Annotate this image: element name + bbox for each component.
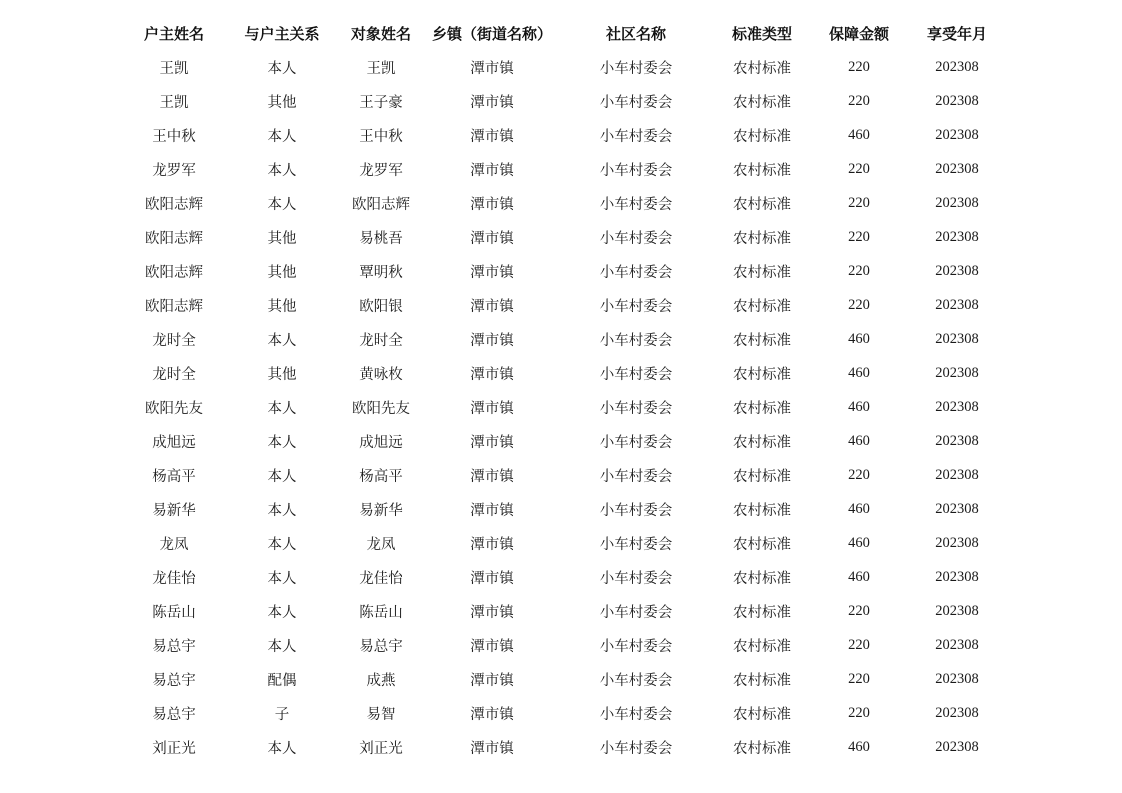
- cell-standard-type: 农村标准: [733, 332, 791, 349]
- cell-recipient-name: 成燕: [366, 672, 396, 689]
- cell-community: 小车村委会: [599, 434, 673, 451]
- table-row: [120, 50, 1006, 84]
- cell-amount: 460: [848, 534, 870, 551]
- cell-month: 202308: [935, 228, 979, 245]
- cell-community: 小车村委会: [599, 264, 673, 281]
- cell-township: 潭市镇: [470, 468, 514, 485]
- table-row: [120, 390, 1006, 424]
- cell-household-head-name: 欧阳先友: [145, 400, 203, 417]
- cell-recipient-name: 王中秋: [359, 128, 403, 145]
- cell-relationship: 本人: [267, 332, 297, 349]
- table-row: [120, 322, 1006, 356]
- table-row: [120, 696, 1006, 730]
- cell-household-head-name: 王凯: [159, 60, 189, 77]
- cell-community: 小车村委会: [599, 468, 673, 485]
- cell-recipient-name: 欧阳先友: [352, 400, 410, 417]
- cell-month: 202308: [935, 92, 979, 109]
- cell-township: 潭市镇: [470, 366, 514, 383]
- cell-recipient-name: 欧阳银: [359, 298, 403, 315]
- cell-month: 202308: [935, 704, 979, 721]
- cell-township: 潭市镇: [470, 196, 514, 213]
- cell-household-head-name: 易总宇: [152, 706, 196, 723]
- cell-relationship: 其他: [267, 264, 297, 281]
- cell-amount: 220: [848, 670, 870, 687]
- table-row: [120, 424, 1006, 458]
- assistance-roster-table: [120, 16, 1006, 764]
- cell-household-head-name: 龙时全: [152, 366, 196, 383]
- table-row: [120, 220, 1006, 254]
- cell-relationship: 本人: [267, 400, 297, 417]
- cell-recipient-name: 成旭远: [359, 434, 403, 451]
- cell-recipient-name: 易桃吾: [359, 230, 403, 247]
- cell-household-head-name: 杨高平: [152, 468, 196, 485]
- cell-month: 202308: [935, 534, 979, 551]
- cell-community: 小车村委会: [599, 332, 673, 349]
- cell-household-head-name: 陈岳山: [152, 604, 196, 621]
- cell-standard-type: 农村标准: [733, 60, 791, 77]
- cell-community: 小车村委会: [599, 60, 673, 77]
- cell-community: 小车村委会: [599, 570, 673, 587]
- cell-township: 潭市镇: [470, 128, 514, 145]
- table-row: [120, 526, 1006, 560]
- cell-township: 潭市镇: [470, 502, 514, 519]
- cell-relationship: 子: [274, 706, 290, 723]
- cell-community: 小车村委会: [599, 94, 673, 111]
- table-row: [120, 84, 1006, 118]
- header-township: 乡镇（街道名称）: [431, 24, 552, 43]
- cell-relationship: 本人: [267, 162, 297, 179]
- cell-township: 潭市镇: [470, 332, 514, 349]
- cell-household-head-name: 王凯: [159, 94, 189, 111]
- cell-month: 202308: [935, 466, 979, 483]
- cell-amount: 460: [848, 330, 870, 347]
- cell-standard-type: 农村标准: [733, 366, 791, 383]
- cell-relationship: 其他: [267, 366, 297, 383]
- cell-amount: 220: [848, 466, 870, 483]
- table-row: [120, 492, 1006, 526]
- cell-township: 潭市镇: [470, 60, 514, 77]
- header-recipient-name: 对象姓名: [350, 24, 411, 43]
- cell-month: 202308: [935, 330, 979, 347]
- cell-household-head-name: 龙时全: [152, 332, 196, 349]
- header-household-head-name: 户主姓名: [143, 24, 204, 43]
- cell-township: 潭市镇: [470, 162, 514, 179]
- cell-recipient-name: 刘正光: [359, 740, 403, 757]
- cell-month: 202308: [935, 296, 979, 313]
- cell-township: 潭市镇: [470, 94, 514, 111]
- cell-household-head-name: 龙佳怡: [152, 570, 196, 587]
- cell-standard-type: 农村标准: [733, 672, 791, 689]
- table-row: [120, 730, 1006, 764]
- cell-community: 小车村委会: [599, 162, 673, 179]
- cell-relationship: 本人: [267, 468, 297, 485]
- cell-standard-type: 农村标准: [733, 264, 791, 281]
- cell-amount: 460: [848, 364, 870, 381]
- cell-household-head-name: 易新华: [152, 502, 196, 519]
- cell-amount: 220: [848, 92, 870, 109]
- cell-community: 小车村委会: [599, 740, 673, 757]
- header-community: 社区名称: [605, 24, 666, 43]
- cell-standard-type: 农村标准: [733, 162, 791, 179]
- cell-amount: 460: [848, 738, 870, 755]
- cell-community: 小车村委会: [599, 196, 673, 213]
- cell-standard-type: 农村标准: [733, 536, 791, 553]
- cell-amount: 220: [848, 636, 870, 653]
- cell-household-head-name: 易总宇: [152, 638, 196, 655]
- cell-amount: 220: [848, 262, 870, 279]
- cell-month: 202308: [935, 194, 979, 211]
- header-month: 享受年月: [926, 24, 987, 43]
- cell-relationship: 本人: [267, 740, 297, 757]
- cell-amount: 460: [848, 500, 870, 517]
- cell-month: 202308: [935, 636, 979, 653]
- cell-community: 小车村委会: [599, 604, 673, 621]
- cell-standard-type: 农村标准: [733, 604, 791, 621]
- cell-township: 潭市镇: [470, 298, 514, 315]
- cell-month: 202308: [935, 126, 979, 143]
- cell-township: 潭市镇: [470, 264, 514, 281]
- cell-relationship: 本人: [267, 128, 297, 145]
- cell-standard-type: 农村标准: [733, 128, 791, 145]
- cell-recipient-name: 王子豪: [359, 94, 403, 111]
- cell-community: 小车村委会: [599, 128, 673, 145]
- cell-month: 202308: [935, 568, 979, 585]
- cell-township: 潭市镇: [470, 740, 514, 757]
- cell-standard-type: 农村标准: [733, 468, 791, 485]
- cell-household-head-name: 欧阳志辉: [145, 196, 203, 213]
- table-row: [120, 118, 1006, 152]
- cell-recipient-name: 陈岳山: [359, 604, 403, 621]
- cell-standard-type: 农村标准: [733, 434, 791, 451]
- cell-recipient-name: 龙佳怡: [359, 570, 403, 587]
- table-row: [120, 254, 1006, 288]
- cell-community: 小车村委会: [599, 366, 673, 383]
- cell-household-head-name: 王中秋: [152, 128, 196, 145]
- table-row: [120, 356, 1006, 390]
- cell-amount: 220: [848, 194, 870, 211]
- cell-recipient-name: 杨高平: [359, 468, 403, 485]
- cell-amount: 220: [848, 160, 870, 177]
- table-row: [120, 560, 1006, 594]
- cell-amount: 220: [848, 602, 870, 619]
- header-standard-type: 标准类型: [731, 24, 792, 43]
- cell-standard-type: 农村标准: [733, 502, 791, 519]
- cell-relationship: 本人: [267, 502, 297, 519]
- cell-month: 202308: [935, 160, 979, 177]
- cell-recipient-name: 王凯: [366, 60, 396, 77]
- table-row: [120, 288, 1006, 322]
- cell-standard-type: 农村标准: [733, 706, 791, 723]
- cell-amount: 220: [848, 228, 870, 245]
- cell-amount: 460: [848, 398, 870, 415]
- cell-household-head-name: 龙罗军: [152, 162, 196, 179]
- cell-month: 202308: [935, 738, 979, 755]
- cell-month: 202308: [935, 398, 979, 415]
- cell-standard-type: 农村标准: [733, 230, 791, 247]
- header-amount: 保障金额: [828, 24, 889, 43]
- cell-household-head-name: 欧阳志辉: [145, 264, 203, 281]
- cell-household-head-name: 成旭远: [152, 434, 196, 451]
- cell-relationship: 本人: [267, 604, 297, 621]
- cell-township: 潭市镇: [470, 604, 514, 621]
- cell-amount: 220: [848, 58, 870, 75]
- cell-household-head-name: 欧阳志辉: [145, 298, 203, 315]
- cell-standard-type: 农村标准: [733, 638, 791, 655]
- cell-community: 小车村委会: [599, 230, 673, 247]
- cell-recipient-name: 覃明秋: [359, 264, 403, 281]
- cell-community: 小车村委会: [599, 298, 673, 315]
- cell-township: 潭市镇: [470, 230, 514, 247]
- cell-recipient-name: 黄咏枚: [359, 366, 403, 383]
- cell-recipient-name: 龙时全: [359, 332, 403, 349]
- cell-community: 小车村委会: [599, 706, 673, 723]
- cell-standard-type: 农村标准: [733, 400, 791, 417]
- cell-month: 202308: [935, 262, 979, 279]
- header-row: [120, 16, 1006, 50]
- cell-recipient-name: 易新华: [359, 502, 403, 519]
- cell-month: 202308: [935, 670, 979, 687]
- cell-month: 202308: [935, 500, 979, 517]
- cell-recipient-name: 欧阳志辉: [352, 196, 410, 213]
- cell-relationship: 其他: [267, 298, 297, 315]
- cell-amount: 460: [848, 126, 870, 143]
- table-header: [120, 16, 1006, 50]
- cell-amount: 460: [848, 432, 870, 449]
- cell-amount: 220: [848, 296, 870, 313]
- cell-township: 潭市镇: [470, 434, 514, 451]
- cell-community: 小车村委会: [599, 502, 673, 519]
- cell-month: 202308: [935, 432, 979, 449]
- cell-recipient-name: 龙凤: [366, 536, 396, 553]
- cell-township: 潭市镇: [470, 536, 514, 553]
- cell-amount: 220: [848, 704, 870, 721]
- cell-community: 小车村委会: [599, 400, 673, 417]
- cell-relationship: 其他: [267, 94, 297, 111]
- cell-month: 202308: [935, 364, 979, 381]
- table-row: [120, 458, 1006, 492]
- cell-relationship: 本人: [267, 570, 297, 587]
- cell-recipient-name: 易总宇: [359, 638, 403, 655]
- table-row: [120, 152, 1006, 186]
- cell-amount: 460: [848, 568, 870, 585]
- cell-standard-type: 农村标准: [733, 570, 791, 587]
- cell-community: 小车村委会: [599, 536, 673, 553]
- cell-relationship: 本人: [267, 196, 297, 213]
- cell-relationship: 本人: [267, 434, 297, 451]
- cell-recipient-name: 易智: [366, 706, 396, 723]
- cell-standard-type: 农村标准: [733, 298, 791, 315]
- cell-standard-type: 农村标准: [733, 94, 791, 111]
- cell-relationship: 本人: [267, 536, 297, 553]
- table-row: [120, 186, 1006, 220]
- cell-township: 潭市镇: [470, 706, 514, 723]
- cell-relationship: 本人: [267, 60, 297, 77]
- cell-household-head-name: 龙凤: [159, 536, 189, 553]
- table-row: [120, 594, 1006, 628]
- cell-household-head-name: 易总宇: [152, 672, 196, 689]
- table-row: [120, 662, 1006, 696]
- cell-community: 小车村委会: [599, 638, 673, 655]
- cell-relationship: 配偶: [267, 672, 297, 689]
- cell-community: 小车村委会: [599, 672, 673, 689]
- cell-township: 潭市镇: [470, 672, 514, 689]
- cell-relationship: 本人: [267, 638, 297, 655]
- cell-relationship: 其他: [267, 230, 297, 247]
- table-row: [120, 628, 1006, 662]
- cell-standard-type: 农村标准: [733, 196, 791, 213]
- cell-month: 202308: [935, 602, 979, 619]
- cell-township: 潭市镇: [470, 400, 514, 417]
- cell-township: 潭市镇: [470, 638, 514, 655]
- table-body: [120, 50, 1006, 764]
- cell-standard-type: 农村标准: [733, 740, 791, 757]
- cell-recipient-name: 龙罗军: [359, 162, 403, 179]
- header-relationship: 与户主关系: [244, 24, 320, 43]
- cell-household-head-name: 欧阳志辉: [145, 230, 203, 247]
- cell-township: 潭市镇: [470, 570, 514, 587]
- cell-household-head-name: 刘正光: [152, 740, 196, 757]
- cell-month: 202308: [935, 58, 979, 75]
